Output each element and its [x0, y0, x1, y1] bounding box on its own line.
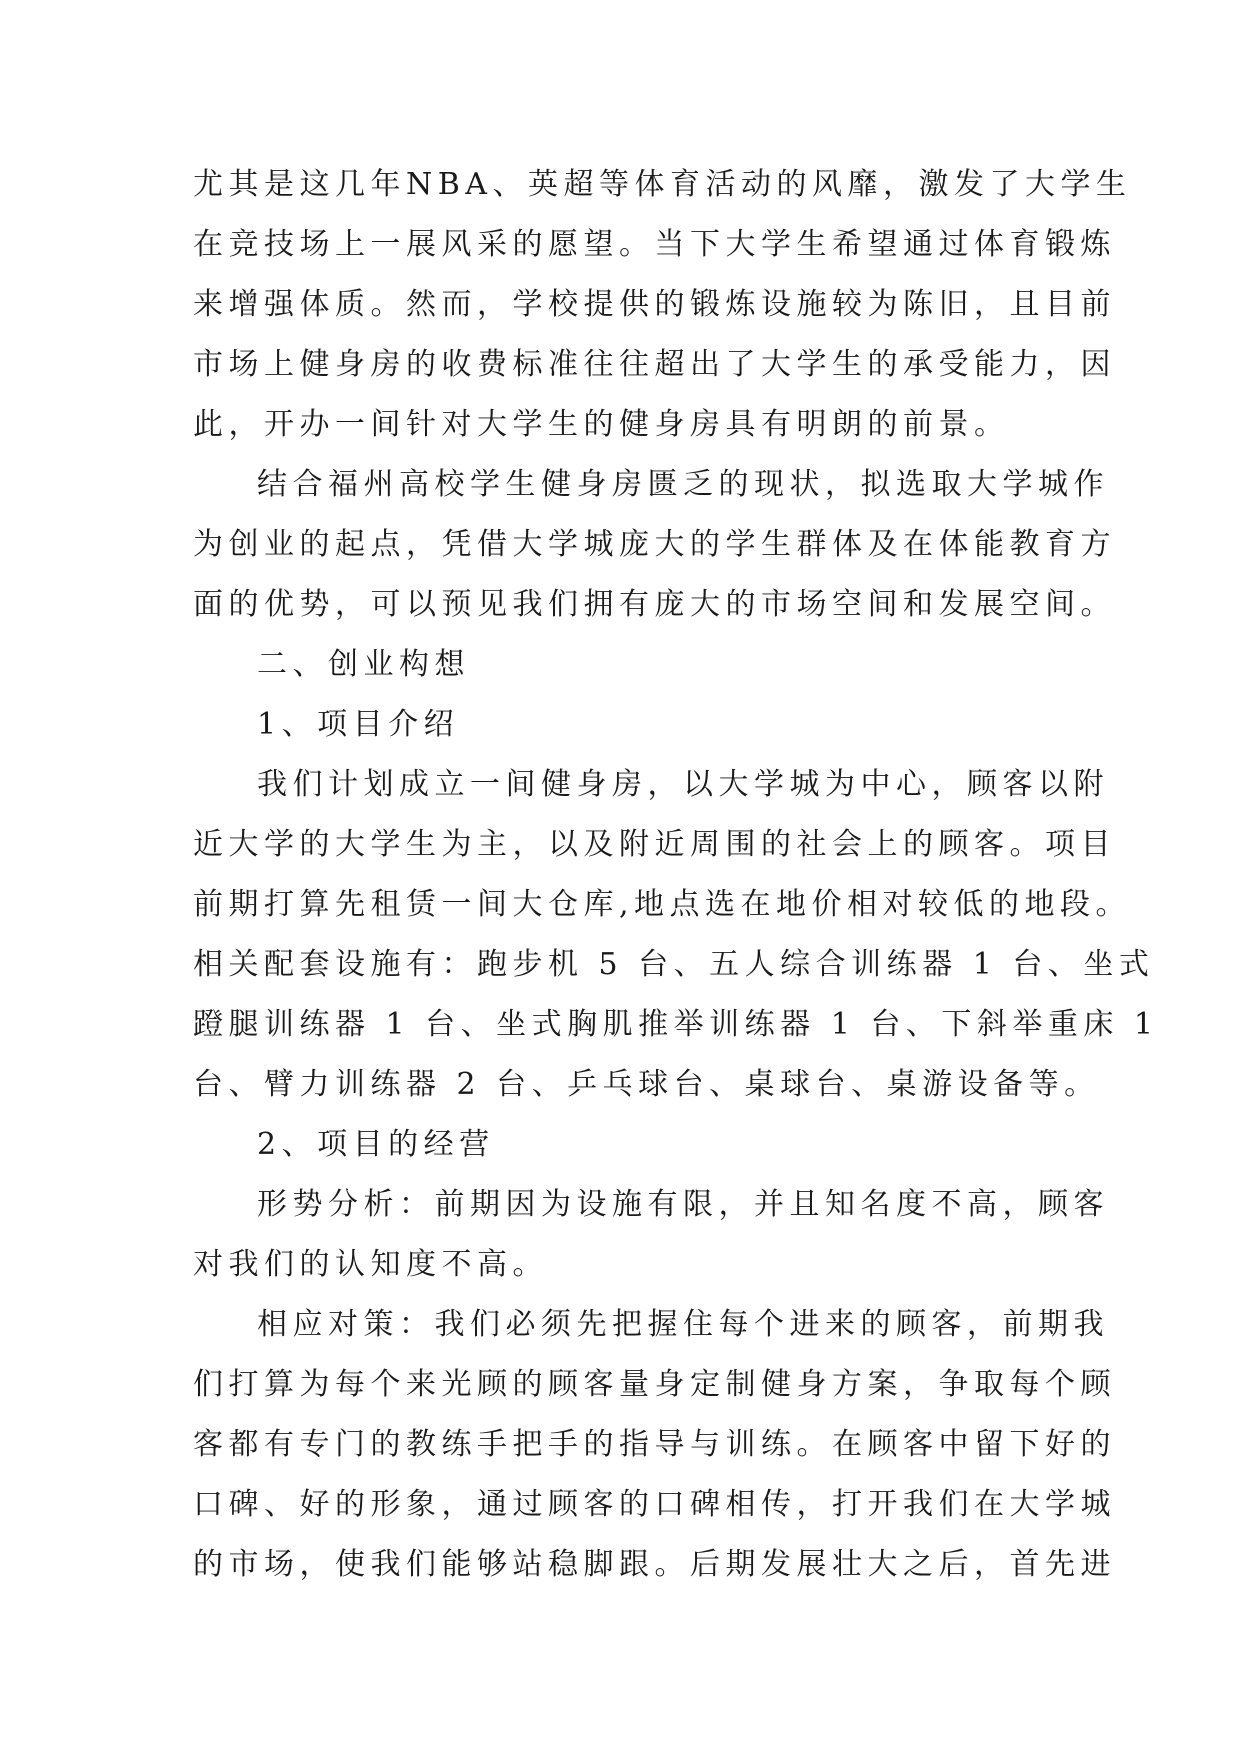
paragraph-line: 形势分析：前期因为设施有限，并且知名度不高，顾客: [257, 1187, 1109, 1222]
paragraph-line: 面的优势，可以预见我们拥有庞大的市场空间和发展空间。: [193, 587, 1116, 622]
paragraph-line: 近大学的大学生为主，以及附近周围的社会上的顾客。项目: [193, 827, 1116, 862]
paragraph-line: 此，开办一间针对大学生的健身房具有明朗的前景。: [193, 407, 1010, 442]
paragraph-line: 结合福州高校学生健身房匮乏的现状，拟选取大学城作: [257, 467, 1109, 502]
paragraph-line: 台、臂力训练器 2 台、乒乓球台、桌球台、桌游设备等。: [193, 1067, 1100, 1102]
paragraph-line: 为创业的起点，凭借大学城庞大的学生群体及在体能教育方: [193, 527, 1116, 562]
paragraph-line: 蹬腿训练器 1 台、坐式胸肌推举训练器 1 台、下斜举重床 1: [193, 1007, 1159, 1042]
paragraph-line: 口碑、好的形象，通过顾客的口碑相传，打开我们在大学城: [193, 1487, 1116, 1522]
paragraph-line: 相关配套设施有：跑步机 5 台、五人综合训练器 1 台、坐式: [193, 947, 1155, 982]
paragraph-line: 前期打算先租赁一间大仓库,地点选在地价相对较低的地段。: [193, 887, 1132, 922]
subsection-heading: 2、项目的经营: [257, 1127, 495, 1162]
paragraph-line: 市场上健身房的收费标准往往超出了大学生的承受能力，因: [193, 347, 1116, 382]
paragraph-line: 相应对策：我们必须先把握住每个进来的顾客，前期我: [257, 1307, 1109, 1342]
document-body: [193, 155, 1159, 1595]
paragraph-line: 我们计划成立一间健身房，以大学城为中心，顾客以附: [257, 767, 1109, 802]
paragraph-line: 来增强体质。然而，学校提供的锻炼设施较为陈旧，且目前: [193, 287, 1116, 322]
paragraph-line: 在竞技场上一展风采的愿望。当下大学生希望通过体育锻炼: [193, 227, 1116, 262]
paragraph-line: 们打算为每个来光顾的顾客量身定制健身方案，争取每个顾: [193, 1367, 1116, 1402]
subsection-heading: 1、项目介绍: [257, 707, 460, 742]
paragraph-line: 对我们的认知度不高。: [193, 1247, 548, 1282]
paragraph-line: 尤其是这几年NBA、英超等体育活动的风靡，激发了大学生: [193, 167, 1132, 202]
section-heading: 二、创业构想: [257, 647, 470, 682]
paragraph-line: 的市场，使我们能够站稳脚跟。后期发展壮大之后，首先进: [193, 1547, 1116, 1582]
paragraph-line: 客都有专门的教练手把手的指导与训练。在顾客中留下好的: [193, 1427, 1116, 1462]
